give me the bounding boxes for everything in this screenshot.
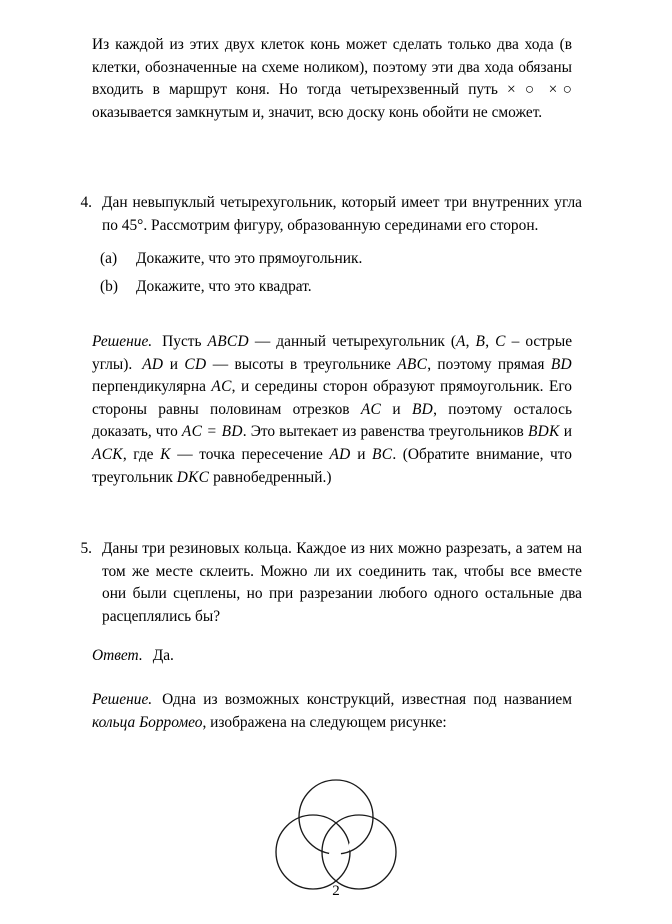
sol4-s9: перпендикулярна [92,378,206,396]
subitem-b-text: Докажите, что это квадрат. [136,278,312,296]
ring-top [299,780,373,854]
borromean-rings-icon [261,760,411,900]
math-ac: AC [211,378,232,396]
problem-5 [64,538,584,628]
sol4-s18: . (Обратите внимание, что треугольник [92,445,572,486]
problem-4-statement: Дан невыпуклый четырехугольник, который имеет три внутренних угла по 45°. Рассмотрим фигуру, образованную серединами его сторон. [102,194,582,234]
sol4-s8: , поэтому прямая [427,355,545,373]
solution-label-5: Решение. [92,691,153,708]
intro-text-part-2: оказывается замкнутым и, значит, всю доску конь обойти не сможет. [92,103,543,121]
problem-4-number: 4. [80,194,92,211]
subitem-a-text: Докажите, что это прямоугольник. [136,250,363,267]
math-k: K [160,445,171,463]
math-bdk: BDK [527,423,560,441]
answer-text: Да. [152,647,174,664]
math-bd: BD [550,355,572,373]
page-number: 2 [332,883,340,899]
sol4-s3: , [465,333,470,350]
sol4-s11: и [392,400,401,418]
sol4-s5: – острые углы). [92,333,573,373]
sol4-s12: , поэтому осталось доказать, что [92,400,572,441]
math-a: A [455,333,466,350]
problem-4-subitem-b [100,276,570,299]
problem-4-subitems [100,248,570,304]
math-abc: ABC [397,355,428,373]
sol4-s4: , [485,333,490,350]
sol4-s16: — точка пересечение [177,445,323,463]
borromean-rings-name: кольца Борромео [92,713,203,731]
sol4-s14: и [563,423,572,441]
math-ad: AD [142,355,164,373]
sol4-s1: Пусть [162,333,202,350]
problem-5-solution [92,689,572,734]
math-abcd: ABCD [207,333,249,350]
ring-left [276,815,350,889]
knight-path-symbols: × ○ ×○ [507,81,572,99]
sol4-s13: . Это вытекает из равенства треугольников [242,423,524,441]
sol4-s19: равнобедренный.) [213,468,332,486]
sol4-s15: , где [122,445,154,463]
intro-text-part-1: Из каждой из этих двух клеток конь может сделать только два хода (в клетки, обозначенные на схеме ноликом), поэтому эти два хода обязаны входить в маршрут коня. Но тогда четырехзвенный путь [92,36,572,99]
sol5-s2: , изображена на следующем рисунке: [202,713,447,731]
math-ack: ACK [92,445,123,463]
sol4-s10: , и середины сторон образуют прямоугольник. Его стороны равны половинам отрезков [92,378,572,418]
answer-label: Ответ. [92,647,143,664]
subitem-b-label: (b) [100,278,118,296]
math-bd-2: BD [411,400,434,418]
problem-4-subitem-a [100,248,570,271]
sol4-s17: и [357,445,366,463]
sol5-s1: Одна из возможных конструкций, известная под названием [162,691,572,708]
math-dkc: DKC [176,468,210,486]
ring-right [322,815,396,889]
math-b: B [475,333,486,350]
problem-5-number: 5. [80,540,92,557]
problem-4-solution [92,331,572,489]
intro-paragraph [92,34,572,124]
sol4-s7: — высоты в треугольнике [212,355,391,373]
solution-label: Решение. [92,333,153,350]
problem-5-answer [92,645,572,668]
math-ac-eq-bd: AC = BD [181,423,243,441]
problem-4 [64,192,584,237]
math-cd: CD [184,355,207,373]
math-ad-2: AD [329,445,351,463]
subitem-a-label: (a) [100,250,118,267]
problem-5-statement: Даны три резиновых кольца. Каждое из них можно разрезать, а затем на том же месте склеить. Можно ли их соединить так, чтобы все вместе они были сцеплены, но при разрезании любого одного остальные два расцеплялись бы? [102,540,582,625]
math-ac-2: AC [360,400,382,418]
sol4-s2: — данный четырехугольник ( [254,333,456,350]
math-c: C [495,333,506,350]
sol4-s6: и [169,355,178,373]
math-bc: BC [372,445,393,463]
